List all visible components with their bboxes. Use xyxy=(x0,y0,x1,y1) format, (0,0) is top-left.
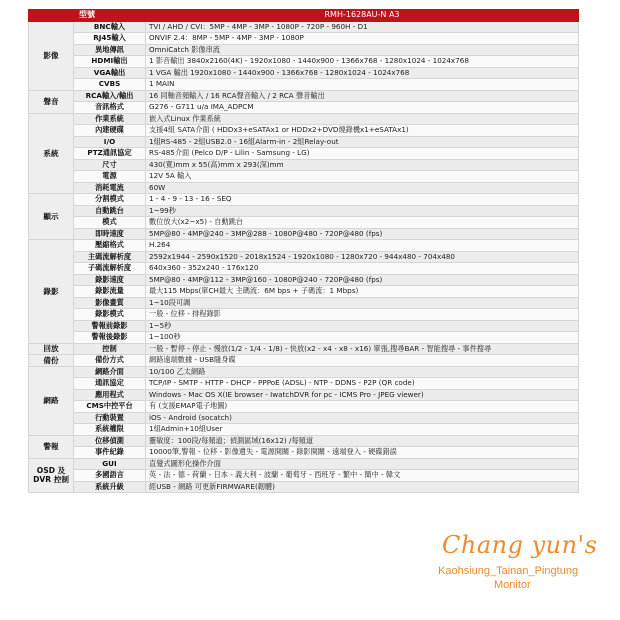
spec-label: 尺寸 xyxy=(74,159,146,171)
spec-label: 應用程式 xyxy=(74,389,146,401)
spec-label: CVBS xyxy=(74,79,146,91)
spec-value: 網路遠端數據 - USB隨身碟 xyxy=(146,355,579,367)
spec-value: 一般 - 位移 - 排程錄影 xyxy=(146,309,579,321)
spec-label: 警報前錄影 xyxy=(74,320,146,332)
spec-value: 直覺式圖形化操作介面 xyxy=(146,458,579,470)
spec-value: 1~10段可調 xyxy=(146,297,579,309)
spec-value: 16 同軸音頻輸入 / 16 RCA聲音輸入 / 2 RCA 聲音輸出 xyxy=(146,90,579,102)
spec-row xyxy=(29,320,579,332)
spec-row xyxy=(29,355,579,367)
spec-row xyxy=(29,470,579,482)
spec-row xyxy=(29,424,579,436)
spec-row xyxy=(29,217,579,229)
spec-value: 60W xyxy=(146,182,579,194)
spec-value: G276 - G711 u/a IMA_ADPCM xyxy=(146,102,579,114)
spec-label: 自動跳台 xyxy=(74,205,146,217)
spec-label: 多國語言 xyxy=(74,470,146,482)
spec-label: 錄影模式 xyxy=(74,309,146,321)
spec-row xyxy=(29,343,579,355)
spec-row xyxy=(29,136,579,148)
spec-row xyxy=(29,67,579,79)
spec-row xyxy=(29,228,579,240)
spec-value: 1 MAIN xyxy=(146,79,579,91)
section-name: 錄影 xyxy=(29,240,74,344)
spec-row xyxy=(29,447,579,459)
spec-value: 數位放大(x2~x5) - 自動跳台 xyxy=(146,217,579,229)
spec-row xyxy=(29,435,579,447)
spec-label: I/O xyxy=(74,136,146,148)
spec-value: 430(寬)mm x 55(高)mm x 293(深)mm xyxy=(146,159,579,171)
section-name: 系統 xyxy=(29,113,74,194)
model-name: RMH-1628AU-N A3 xyxy=(146,10,579,22)
spec-value: TVI / AHD / CVI：5MP - 4MP - 3MP - 1080P - 720P - 960H - D1 xyxy=(146,21,579,33)
section-name: 影像 xyxy=(29,21,74,90)
spec-row xyxy=(29,194,579,206)
spec-value: Windows - Mac OS X(IE browser - IwatchDVR for pc - ICMS Pro - JPEG viewer) xyxy=(146,389,579,401)
spec-value: 靈敏度：100段/每頻道；偵測區域(16x12) /每頻道 xyxy=(146,435,579,447)
spec-value: RS-485介面 (Pelco D/P - Lilin - Samsung - LG) xyxy=(146,148,579,160)
section-name: 顯示 xyxy=(29,194,74,240)
spec-value: 支援4組 SATA介面 ( HDDx3+eSATAx1 or HDDx2+DVD燒錄機x1+eSATAx1) xyxy=(146,125,579,137)
spec-label: RJ45輸入 xyxy=(74,33,146,45)
spec-label: 壓縮格式 xyxy=(74,240,146,252)
spec-value: iOS - Android (socatch) xyxy=(146,412,579,424)
spec-label: 作業系統 xyxy=(74,113,146,125)
section-name: 網路 xyxy=(29,366,74,435)
spec-row xyxy=(29,56,579,68)
spec-label: PTZ通訊協定 xyxy=(74,148,146,160)
section-name: OSD 及 DVR 控制 xyxy=(29,458,74,493)
spec-row xyxy=(29,79,579,91)
spec-value: 經USB - 網路 可更新FIRMWARE(韌體) xyxy=(146,481,579,493)
spec-value: ONVIF 2.4：8MP - 5MP - 4MP - 3MP - 1080P xyxy=(146,33,579,45)
spec-label: BNC輸入 xyxy=(74,21,146,33)
spec-value: 1~99秒 xyxy=(146,205,579,217)
spec-row xyxy=(29,378,579,390)
spec-label: RCA輸入/輸出 xyxy=(74,90,146,102)
watermark-title: Chang yun's xyxy=(442,531,598,559)
spec-label: 錄影流量 xyxy=(74,286,146,298)
spec-value: 有 (支援EMAP電子地圖) xyxy=(146,401,579,413)
spec-value: 1組RS-485 - 2組USB2.0 - 16組Alarm-in - 2組Relay-out xyxy=(146,136,579,148)
spec-row xyxy=(29,332,579,344)
spec-label: 錄影速度 xyxy=(74,274,146,286)
spec-row xyxy=(29,33,579,45)
spec-label: 網路介面 xyxy=(74,366,146,378)
spec-label: 行動裝置 xyxy=(74,412,146,424)
spec-value: 10/100 乙太網路 xyxy=(146,366,579,378)
watermark-subtitle-2: Monitor xyxy=(494,579,531,591)
spec-label: GUI xyxy=(74,458,146,470)
spec-value: OmniCatch 影像串流 xyxy=(146,44,579,56)
spec-value: 一般 - 暫停 - 停止 - 慢放(1/2 - 1/4 - 1/8) - 快放(x2 - x4 - x8 - x16) 單張,搜尋BAR - 智能搜尋 - 事件搜尋 xyxy=(146,343,579,355)
spec-value: 1~100秒 xyxy=(146,332,579,344)
spec-row xyxy=(29,182,579,194)
spec-label: 子碼流解析度 xyxy=(74,263,146,275)
spec-value: 嵌入式Linux 作業系統 xyxy=(146,113,579,125)
spec-label: 消耗電流 xyxy=(74,182,146,194)
spec-value: 1 影音輸出 3840x2160(4K) - 1920x1080 - 1440x900 - 1366x768 - 1280x1024 - 1024x768 xyxy=(146,56,579,68)
spec-label: 分割模式 xyxy=(74,194,146,206)
spec-label: 主碼流解析度 xyxy=(74,251,146,263)
spec-row xyxy=(29,412,579,424)
spec-row xyxy=(29,481,579,493)
spec-row xyxy=(29,44,579,56)
spec-label: 模式 xyxy=(74,217,146,229)
spec-value: H.264 xyxy=(146,240,579,252)
spec-row xyxy=(29,21,579,33)
spec-row xyxy=(29,366,579,378)
spec-value: 12V 5A 輸入 xyxy=(146,171,579,183)
spec-label: 備份方式 xyxy=(74,355,146,367)
spec-label: 系統權限 xyxy=(74,424,146,436)
spec-label: 異地傳訊 xyxy=(74,44,146,56)
header-row xyxy=(29,10,579,22)
watermark-subtitle: Kaohsiung_Tainan_Pingtung xyxy=(438,565,579,577)
section-name: 回放 xyxy=(29,343,74,355)
section-name: 聲音 xyxy=(29,90,74,113)
spec-label: 事件紀錄 xyxy=(74,447,146,459)
spec-row xyxy=(29,125,579,137)
section-name: 警報 xyxy=(29,435,74,458)
spec-row xyxy=(29,113,579,125)
spec-value: 5MP@80 - 4MP@240 - 3MP@288 - 1080P@480 - 720P@480 (fps) xyxy=(146,228,579,240)
spec-value: 1~5秒 xyxy=(146,320,579,332)
spec-row xyxy=(29,159,579,171)
spec-row xyxy=(29,263,579,275)
spec-row xyxy=(29,458,579,470)
spec-value: 最大115 Mbps(單CH最大 主碼流：6M bps + 子碼流：1 Mbps) xyxy=(146,286,579,298)
spec-table xyxy=(28,9,579,493)
spec-label: 系統升級 xyxy=(74,481,146,493)
spec-label: 影像畫質 xyxy=(74,297,146,309)
spec-value: 640x360 - 352x240 - 176x120 xyxy=(146,263,579,275)
spec-label: 內建硬碟 xyxy=(74,125,146,137)
spec-row xyxy=(29,171,579,183)
spec-row xyxy=(29,205,579,217)
spec-row xyxy=(29,240,579,252)
spec-value: 5MP@80 - 4MP@112 - 3MP@160 - 1080P@240 - 720P@480 (fps) xyxy=(146,274,579,286)
spec-row xyxy=(29,297,579,309)
spec-value: 1組Admin+10組User xyxy=(146,424,579,436)
spec-label: 即時速度 xyxy=(74,228,146,240)
spec-value: TCP/IP - SMTP - HTTP - DHCP - PPPoE (ADSL) - NTP - DDNS - P2P (QR code) xyxy=(146,378,579,390)
spec-label: 電源 xyxy=(74,171,146,183)
spec-row xyxy=(29,251,579,263)
section-name: 備份 xyxy=(29,355,74,367)
spec-row xyxy=(29,389,579,401)
spec-row xyxy=(29,90,579,102)
spec-row xyxy=(29,148,579,160)
spec-value: 10000筆,警報 - 位移 - 影像遺失 - 電源開關 - 錄影開關 - 遠端登入 - 硬碟錯誤 xyxy=(146,447,579,459)
spec-row xyxy=(29,274,579,286)
spec-value: 英 - 法 - 德 - 荷蘭 - 日本 - 義大利 - 波蘭 - 葡萄牙 - 西班牙 - 繁中 - 簡中 - 韓文 xyxy=(146,470,579,482)
spec-label: 控制 xyxy=(74,343,146,355)
spec-row xyxy=(29,102,579,114)
spec-value: 1 VGA 輸出 1920x1080 - 1440x900 - 1366x768 - 1280x1024 - 1024x768 xyxy=(146,67,579,79)
spec-label: 位移偵測 xyxy=(74,435,146,447)
spec-label: VGA輸出 xyxy=(74,67,146,79)
spec-label: 音訊格式 xyxy=(74,102,146,114)
watermark-logo xyxy=(432,531,602,603)
model-label: 型號 xyxy=(29,10,146,22)
spec-row xyxy=(29,286,579,298)
spec-label: HDMI輸出 xyxy=(74,56,146,68)
spec-label: 警報後錄影 xyxy=(74,332,146,344)
spec-label: 通訊協定 xyxy=(74,378,146,390)
spec-value: 2592x1944 - 2590x1520 - 2018x1524 - 1920x1080 - 1280x720 - 944x480 - 704x480 xyxy=(146,251,579,263)
spec-row xyxy=(29,401,579,413)
spec-label: CMS中控平台 xyxy=(74,401,146,413)
spec-row xyxy=(29,309,579,321)
spec-value: 1 - 4 - 9 - 13 - 16 - SEQ xyxy=(146,194,579,206)
